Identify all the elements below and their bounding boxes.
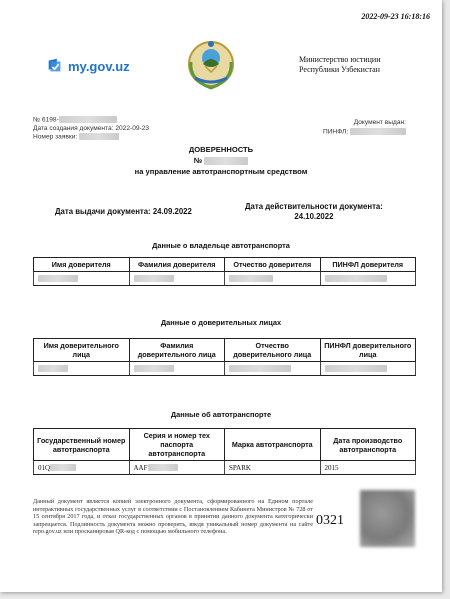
validity-value: 24.10.2022 [294,212,334,221]
vehicle-section-title: Данные об автотранспорте [170,410,272,419]
title-number [0,155,442,166]
proxy-table [33,338,416,376]
document-number-label: № 6198- [33,116,59,124]
redacted-value [229,275,273,282]
redacted-number [59,116,117,123]
ministry-line1: Министерство юстиции [299,55,381,64]
vehicle-year-value: 2015 [324,463,339,472]
vehicle-passport-cell [129,461,225,475]
print-timestamp: 2022-09-23 16:18:16 [361,12,430,21]
request-number-label: Номер заявки: [33,133,78,141]
document-meta [33,116,149,142]
proxy-name-cell [34,362,130,376]
redacted-value [229,365,291,372]
vehicle-plate-value: 01Q [38,463,51,472]
footer-disclaimer: Данный документ является копией электронного документа, сформированного на Едином портале интерактивных государственных услуг в соответствии с Постановлением Кабинета Министров № 728 от 15 сентября 2017 года, и отказ государственных органов в принятии данного документа категорически запрещается. Подлинность документа можно проверить, введя уникальный номер документа на сайте repo.gov.uz или просканировав QR-код с помощью мобильного телефона. [33,498,313,536]
mygov-logo [46,57,130,75]
issued-label: Документ выдан: [353,119,406,126]
vehicle-year-cell [320,461,416,475]
redacted-value [134,275,174,282]
ministry-block [299,55,419,75]
owner-table-header [34,258,416,272]
issue-date: Дата выдачи документа: 24.09.2022 [55,207,192,216]
proxy-header-patronymic: Отчество доверительного лица [225,339,321,362]
vehicle-header-brand: Марка автотранспорта [225,429,321,461]
owner-header-pinfl: ПИНФЛ доверителя [320,258,416,272]
vehicle-brand-value: SPARK [229,463,251,472]
owner-name-cell [34,272,130,286]
redacted-value [325,365,387,372]
table-row [34,461,416,475]
redacted-value [325,275,387,282]
vehicle-table [33,428,416,475]
title-line3: на управление автотранспортным средством [134,167,308,176]
logo-text: my.gov.uz [68,58,130,74]
vehicle-header-year: Дата производство автотранспорта [320,429,416,461]
document-code: 0321 [316,513,344,528]
proxy-header-name: Имя доверительного лица [34,339,130,362]
request-number [33,133,149,142]
proxy-surname-cell [129,362,225,376]
creation-date: Дата создания документа: 2022-09-23 [33,124,150,132]
owner-patronymic-cell [225,272,321,286]
redacted-value [148,464,178,471]
owner-header-surname: Фамилия доверителя [129,258,225,272]
proxy-table-header [34,339,416,362]
redacted-pinfl [350,128,406,135]
pinfl-line [323,128,406,137]
redacted-value [38,365,68,372]
issued-meta [323,119,406,136]
table-row [34,272,416,286]
redacted-value [50,464,76,471]
owner-section-title: Данные о владельце автотранспорта [152,241,290,250]
redacted-title-number [204,157,248,165]
mygov-logo-icon [46,57,64,75]
qr-code-icon [360,490,415,547]
redacted-value [134,365,174,372]
state-emblem-icon [185,36,237,92]
owner-header-patronymic: Отчество доверителя [225,258,321,272]
document-title [0,144,442,177]
proxy-section-title: Данные о доверительных лицах [160,318,282,327]
title-line1: ДОВЕРЕННОСТЬ [188,145,254,154]
vehicle-passport-value: AAF [133,463,148,472]
proxy-pinfl-cell [320,362,416,376]
vehicle-plate-cell [34,461,130,475]
document-number [33,116,149,125]
owner-surname-cell [129,272,225,286]
proxy-header-pinfl: ПИНФЛ доверительного лица [320,339,416,362]
title-number-label: № [193,156,203,165]
pinfl-label: ПИНФЛ: [322,127,349,135]
vehicle-brand-cell [225,461,321,475]
validity-label: Дата действительности документа: [245,202,383,211]
redacted-request [79,133,119,140]
redacted-value [38,275,78,282]
owner-header-name: Имя доверителя [34,258,130,272]
vehicle-header-plate: Государственный номер автотранспорта [34,429,130,461]
owner-pinfl-cell [320,272,416,286]
table-row [34,362,416,376]
proxy-patronymic-cell [225,362,321,376]
owner-table [33,257,416,286]
ministry-line2: Республики Узбекистан [299,65,380,74]
vehicle-table-header [34,429,416,461]
proxy-header-surname: Фамилия доверительного лица [129,339,225,362]
vehicle-header-passport: Серия и номер тех паспорта автотранспорта [129,429,225,461]
validity-date [245,202,383,222]
